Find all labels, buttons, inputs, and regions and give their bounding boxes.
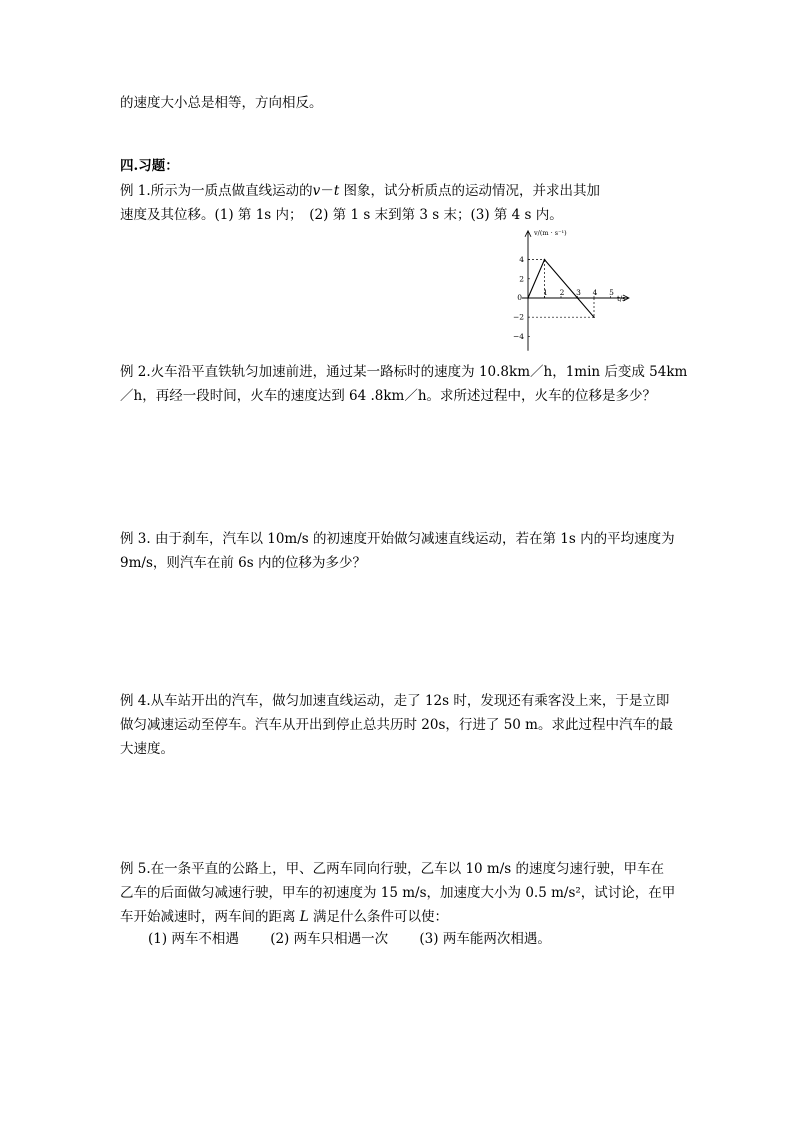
example-1-text-b: 图象，试分析质点的运动情况，并求出其加 (339, 183, 601, 199)
example-4-line-3: 大速度。 (120, 741, 174, 757)
example-4-line-1: 例 4.从车站开出的汽车，做匀加速直线运动，走了 12s 时，发现还有乘客没上来，于是立即 (120, 693, 670, 709)
example-5-line-2: 乙车的后面做匀减速行驶，甲车的初速度为 15 m/s，加速度大小为 0.5 m/s²，试讨论，在甲 (120, 885, 676, 901)
x-tick-label: 4 (592, 288, 598, 297)
x-tick-label: 5 (609, 288, 614, 297)
x-axis-label: t/s (617, 295, 626, 303)
section-title: 四.习题： (120, 158, 179, 174)
example-2-line-2: ／h，再经一段时间，火车的速度达到 64 .8km／h。求所述过程中，火车的位移是多少？ (120, 388, 657, 404)
y-tick-label: −4 (512, 331, 524, 341)
y-axis-label: v/(m · s⁻¹) (534, 229, 567, 237)
velocity-time-graph (508, 226, 678, 358)
example-4-line-2: 做匀减速运动至停车。汽车从开出到停止总共历时 20s，行进了 50 m。求此过程中汽车的最 (120, 717, 673, 733)
example-5-text-b: 满足什么条件可以使： (308, 909, 449, 925)
x-tick-label: 3 (576, 288, 581, 297)
example-3-line-1: 例 3. 由于刹车，汽车以 10m/s 的初速度开始做匀减速直线运动，若在第 1s 内的平均速度为 (120, 531, 675, 547)
example-3-line-2: 9m/s，则汽车在前 6s 内的位移为多少？ (120, 555, 366, 571)
intro-line: 的速度大小总是相等，方向相反。 (120, 95, 323, 111)
example-1-line-2: 速度及其位移。(1) 第 1s 内； (2) 第 1 s 末到第 3 s 末；(3) 第 4 s 内。 (120, 207, 563, 223)
example-1-line-1 (120, 181, 600, 201)
origin-label: 0 (517, 293, 522, 302)
x-tick-label: 1 (543, 288, 548, 297)
example-1-text-a: 例 1.所示为一质点做直线运动的 (120, 183, 313, 199)
example-1-minus: － (320, 183, 334, 199)
example-2-line-1: 例 2.火车沿平直铁轨匀加速前进，通过某一路标时的速度为 10.8km／h，1min 后变成 54km (120, 364, 688, 380)
example-1-var-v: v (312, 183, 321, 199)
data-point (593, 316, 595, 318)
data-point (527, 297, 529, 299)
example-5-text-a: 车开始减速时，两车间的距离 (120, 909, 300, 925)
x-tick-label: 2 (559, 288, 565, 297)
y-tick-label: 4 (519, 255, 524, 265)
y-tick-label: −2 (512, 312, 524, 322)
data-point (544, 259, 546, 261)
y-tick-label: 2 (519, 274, 524, 284)
example-5-var-L: L (299, 909, 309, 925)
example-1-var-t: t (333, 183, 340, 199)
example-5-line-1: 例 5.在一条平直的公路上，甲、乙两车同向行驶，乙车以 10 m/s 的速度匀速行驶，甲车在 (120, 861, 665, 877)
example-5-line-3 (120, 907, 448, 927)
example-5-options: (1) 两车不相遇 (2) 两车只相遇一次 (3) 两车能两次相遇。 (148, 931, 551, 947)
